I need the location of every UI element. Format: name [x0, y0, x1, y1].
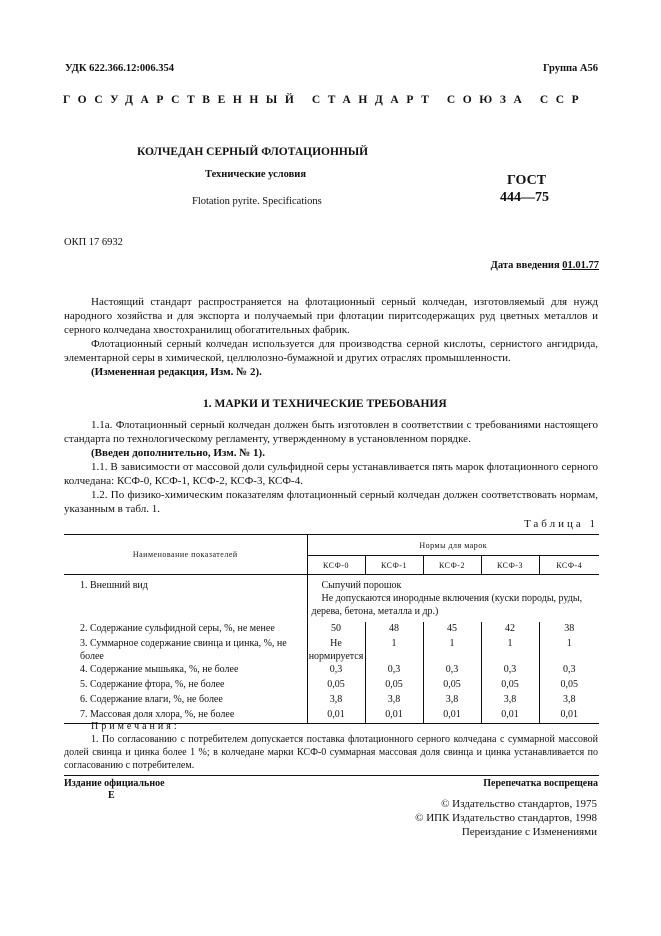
intro-date-value: 01.01.77 [562, 260, 599, 271]
cell: 1 [481, 637, 539, 663]
header-norms: Нормы для марок [307, 535, 599, 556]
cell: 45 [423, 622, 481, 637]
reprint-prohibited: Перепечатка воспрещена [483, 778, 598, 789]
clause-1-1a-amendment: (Введен дополнительно, Изм. № 1). [91, 447, 265, 459]
intro-text [64, 295, 598, 379]
cell: 1 [423, 637, 481, 663]
clause-1-1a: 1.1а. Флотационный серный колчедан должен быть изготовлен в соответствии с требованиями настоящего стандарта по технологическому регламенту, утвержденному в установленном порядке. [64, 419, 598, 445]
cell: 0,05 [307, 678, 365, 693]
document-title: КОЛЧЕДАН СЕРНЫЙ ФЛОТАЦИОННЫЙ [137, 146, 369, 158]
table-notes [64, 720, 598, 772]
header-grade: КСФ-2 [423, 556, 481, 575]
section-1-text [64, 418, 598, 516]
appearance-cell [307, 575, 599, 623]
table-row [64, 693, 599, 708]
notes-title: Примечания: [91, 721, 180, 732]
copyright-1998: © ИПК Издательство стандартов, 1998 [415, 812, 597, 824]
row-name: 1. Внешний вид [80, 580, 148, 591]
row-name: 2. Содержание сульфидной серы, %, не менее [80, 623, 275, 634]
cell: 3,8 [423, 693, 481, 708]
document-subtitle: Технические условия [205, 169, 307, 180]
cell: 0,3 [481, 663, 539, 678]
reissue-note: Переиздание с Изменениями [461, 826, 597, 838]
cell: 50 [307, 622, 365, 637]
cell: 42 [481, 622, 539, 637]
row-name: 3. Суммарное содержание свинца и цинка, %, не более [80, 638, 287, 662]
table-row [64, 663, 599, 678]
row-name: 6. Содержание влаги, %, не более [80, 694, 223, 705]
table-row [64, 678, 599, 693]
edition-letter: Е [108, 790, 115, 801]
intro-paragraph-1: Настоящий стандарт распространяется на флотационный серный колчедан, изготовляемый для нужд народного хозяйства и для экспорта и получаемый при флотации пиритсодержащих руд цветных металлов и серного колчедана хвостохранилищ обогатительных фабрик. [64, 296, 598, 336]
cell: 0,01 [423, 708, 481, 724]
copyright-1975: © Издательство стандартов, 1975 [441, 798, 597, 810]
intro-date-label: Дата введения [490, 260, 560, 271]
norms-table [64, 534, 599, 724]
table-row [64, 622, 599, 637]
table-row [64, 637, 599, 663]
cell: 1 [365, 637, 423, 663]
intro-date [491, 259, 599, 273]
row-name: 7. Массовая доля хлора, %, не более [80, 709, 235, 720]
cell: 48 [365, 622, 423, 637]
cell: 0,3 [423, 663, 481, 678]
header-grade: КСФ-3 [481, 556, 539, 575]
cell: 0,3 [307, 663, 365, 678]
table-caption: Таблица 1 [523, 518, 598, 530]
cell: 3,8 [481, 693, 539, 708]
clause-1-2: 1.2. По физико-химическим показателям флотационный серный колчедан должен соответствовать нормам, указанным в табл. 1. [64, 489, 598, 515]
cell: Не нормируется [308, 638, 364, 662]
cell: 0,05 [481, 678, 539, 693]
gost-label: ГОСТ [507, 173, 547, 188]
cell: 3,8 [365, 693, 423, 708]
table-row [64, 575, 599, 623]
group-code: Группа А56 [542, 63, 598, 74]
cell: 3,8 [539, 693, 599, 708]
section-1-title: 1. МАРКИ И ТЕХНИЧЕСКИЕ ТРЕБОВАНИЯ [203, 398, 447, 410]
cell: 0,05 [423, 678, 481, 693]
intro-paragraph-2: Флотационный серный колчедан используется для производства серной кислоты, сернистого ангидрида, элементарной серы в химической, целлюлозно-бумажной и других отраслях промышленности. [64, 338, 598, 364]
appearance-line-2: Не допускаются инородные включения (куски породы, руды, дерева, бетона, металла и др.) [311, 593, 583, 617]
cell: 3,8 [307, 693, 365, 708]
cell: 0,01 [481, 708, 539, 724]
row-name: 4. Содержание мышьяка, %, не более [80, 664, 239, 675]
intro-amendment-note: (Измененная редакция, Изм. № 2). [91, 366, 262, 378]
official-edition: Издание официальное [64, 778, 165, 789]
cell: 0,05 [539, 678, 599, 693]
cell: 38 [539, 622, 599, 637]
row-name: 5. Содержание фтора, %, не более [80, 679, 225, 690]
header-indicator-name: Наименование показателей [64, 535, 307, 575]
cell: 1 [539, 637, 599, 663]
note-1: 1. По согласованию с потребителем допускается поставка флотационного серного колчедана с суммарной массовой долей свинца и цинка более 1 %; в колчедане марки КСФ-0 суммарная массовая доля свинца и цинка устанавливается по согласованию с потребителем. [64, 734, 598, 771]
header-grade: КСФ-1 [365, 556, 423, 575]
okp-code: ОКП 17 6932 [64, 237, 123, 248]
standard-banner: ГОСУДАРСТВЕННЫЙ СТАНДАРТ СОЮЗА ССР [63, 94, 587, 106]
english-title: Flotation pyrite. Specifications [192, 196, 322, 207]
cell: 0,01 [365, 708, 423, 724]
appearance-line-1: Сыпучий порошок [321, 580, 402, 591]
cell: 0,3 [365, 663, 423, 678]
gost-number: 444—75 [500, 190, 549, 205]
cell: 0,05 [365, 678, 423, 693]
cell: 0,3 [539, 663, 599, 678]
udk-code: УДК 622.366.12:006.354 [65, 63, 174, 74]
cell: 0,01 [307, 708, 365, 724]
cell: 0,01 [539, 708, 599, 724]
footer-divider [64, 775, 599, 776]
header-grade: КСФ-4 [539, 556, 599, 575]
header-grade: КСФ-0 [307, 556, 365, 575]
clause-1-1: 1.1. В зависимости от массовой доли сульфидной серы устанавливается пять марок флотационного серного колчедана: КСФ-0, КСФ-1, КСФ-2, КСФ-3, КСФ-4. [64, 461, 598, 487]
